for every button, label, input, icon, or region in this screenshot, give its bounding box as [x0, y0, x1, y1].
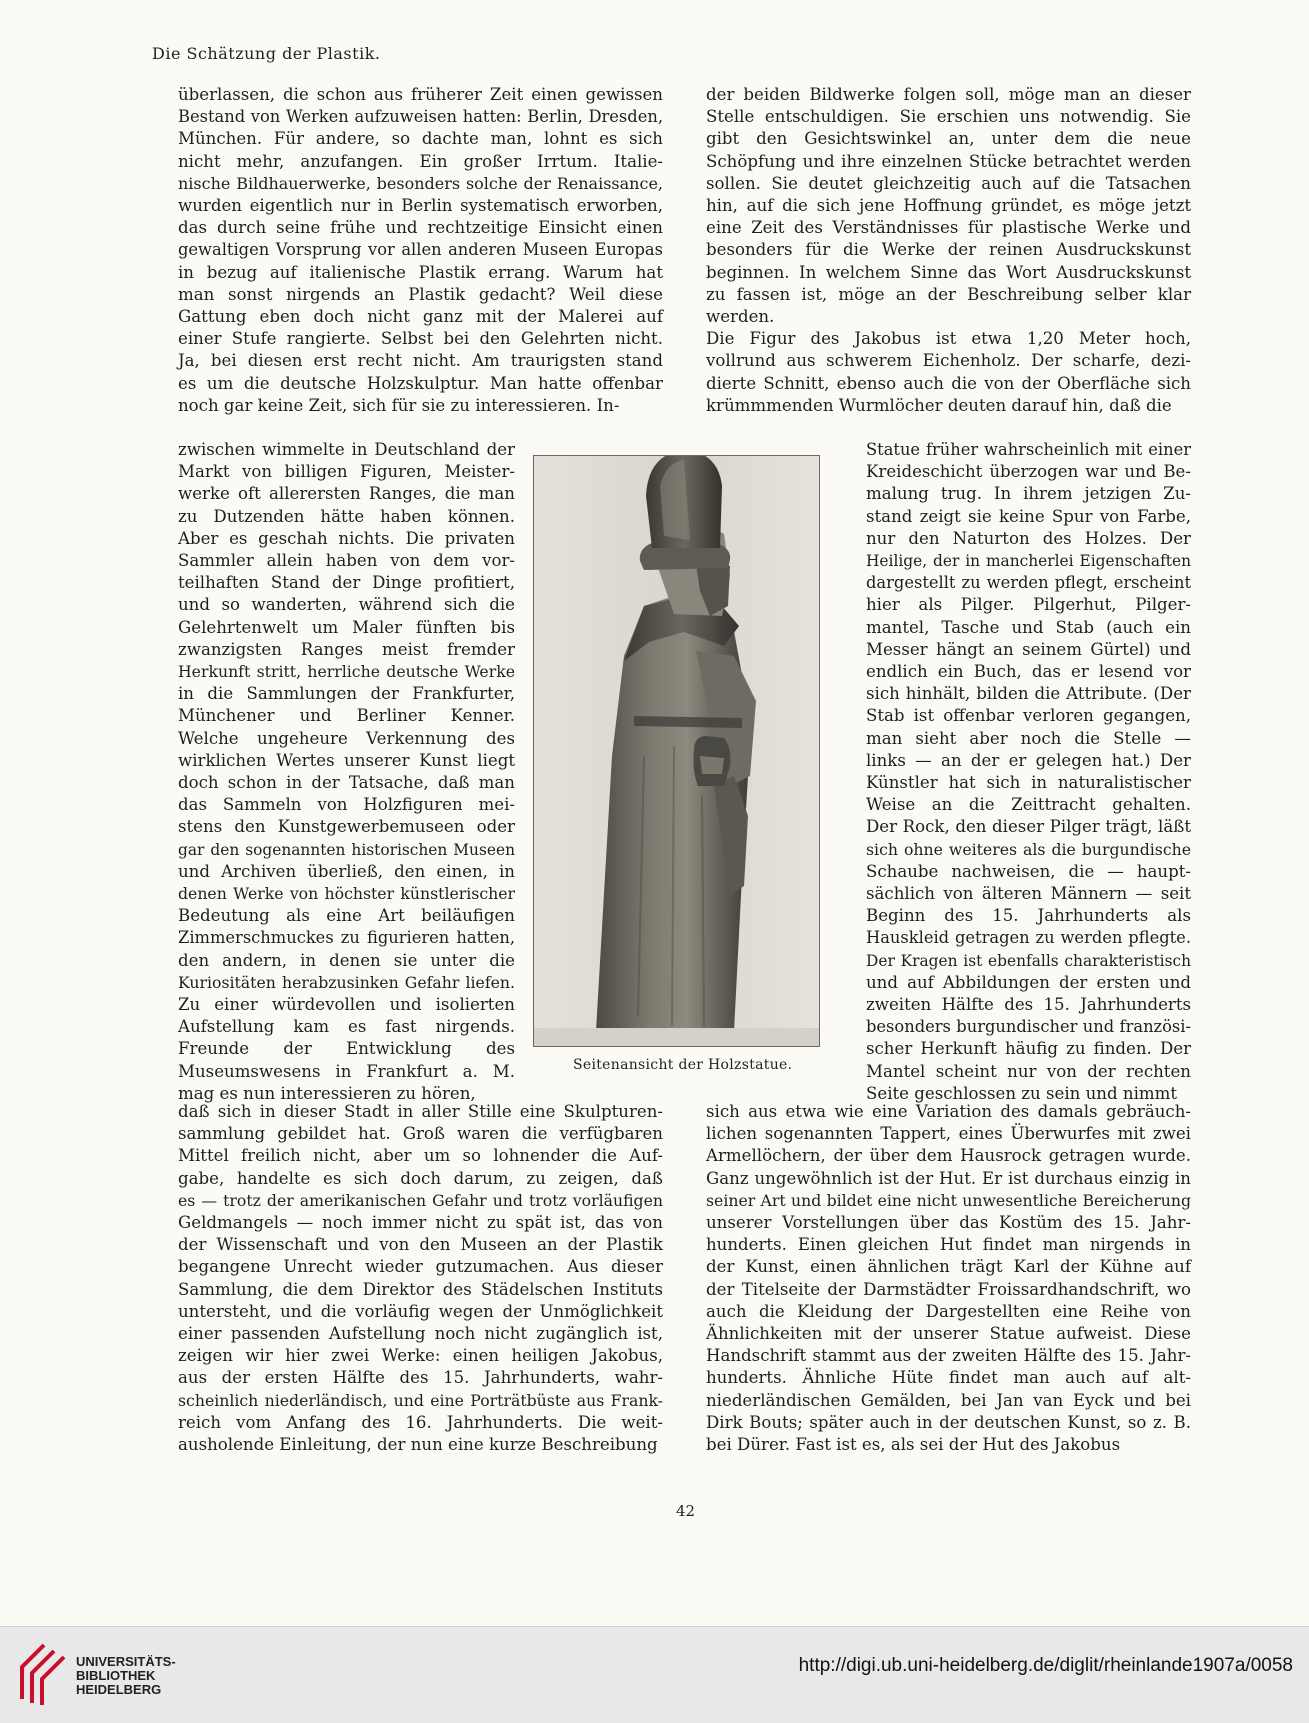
text-line: sollen. Sie deutet gleichzeitig auch auf die Tatsachen	[706, 173, 1191, 193]
text-line: Ganz ungewöhnlich ist der Hut. Er ist durchaus einzig in	[706, 1168, 1191, 1188]
text-line: lichen sogenannten Tappert, eines Überwurfes mit zwei	[706, 1124, 1191, 1144]
text-line: Künstler hat sich in naturalistischer	[866, 773, 1191, 793]
text-line: Mittel freilich nicht, aber um so lohnender die Auf-	[178, 1146, 663, 1166]
text-line: Handschrift stammt aus der zweiten Hälfte des 15. Jahr-	[706, 1346, 1191, 1366]
text-line: in bezug auf italienische Plastik errang. Warum hat	[178, 262, 663, 282]
text-line: Sammler allein haben von dem vor-	[178, 551, 515, 571]
text-line: Weise an die Zeittracht gehalten.	[866, 795, 1191, 815]
text-line: der Kunst, einen ähnlichen trägt Karl der Kühne auf	[706, 1257, 1191, 1277]
text-line: ausholende Einleitung, der nun eine kurze Beschreibung	[178, 1435, 658, 1455]
text-line: Sammlung, die dem Direktor des Städelschen Instituts	[178, 1279, 663, 1299]
text-line: gabe, handelte es sich doch darum, zu zeigen, daß	[178, 1168, 663, 1188]
text-line: noch gar keine Zeit, sich für sie zu interessieren. In-	[178, 395, 620, 415]
text-line: Ähnlichkeiten mit der unserer Statue aufweist. Diese	[706, 1324, 1191, 1344]
source-url-link[interactable]: http://digi.ub.uni-heidelberg.de/diglit/rheinlande1907a/0058	[798, 1655, 1293, 1676]
belt	[634, 716, 742, 728]
left-column-middle-text	[178, 439, 515, 1105]
text-line: Die Figur des Jakobus ist etwa 1,20 Meter hoch,	[706, 329, 1191, 349]
text-line: wurden eigentlich nur in Berlin systematisch erworben,	[178, 196, 663, 216]
text-line: Schaube nachweisen, die — haupt-	[866, 861, 1191, 881]
text-line: und Archiven überließ, den einen, in	[178, 861, 515, 881]
text-line: Der Kragen ist ebenfalls charakteristisch	[866, 951, 1191, 970]
text-line: hunderts. Ähnliche Hüte findet man auch auf alt-	[706, 1368, 1191, 1388]
text-line: München. Für andere, so dachte man, lohnt es sich	[178, 129, 663, 149]
library-name-line: UNIVERSITÄTS-	[76, 1654, 176, 1669]
text-line: es um die deutsche Holzskulptur. Man hatte offenbar	[178, 373, 663, 393]
right-column-top-text	[706, 84, 1191, 417]
statue-photograph	[533, 455, 820, 1047]
figure-caption: Seitenansicht der Holzstatue.	[573, 1057, 793, 1073]
text-line: Schöpfung und ihre einzelnen Stücke betrachtet werden	[706, 151, 1191, 171]
text-line: denen Werke von höchster künstlerischer	[178, 884, 515, 904]
text-line: Kreideschicht überzogen war und Be-	[866, 462, 1191, 482]
right-column-middle-text	[866, 439, 1191, 1105]
text-line: gibt den Gesichtswinkel an, unter dem die neue	[706, 129, 1191, 149]
text-line: Heilige, der in mancherlei Eigenschaften	[866, 552, 1191, 571]
page-number: 42	[676, 1502, 696, 1520]
text-line: Zu einer würdevollen und isolierten	[178, 995, 515, 1015]
text-line: der Wissenschaft und von den Museen an der Plastik	[178, 1235, 663, 1255]
text-line: Aufstellung kam es fast nirgends.	[178, 1017, 515, 1037]
text-line: Gelehrtenwelt um Maler fünften bis	[178, 617, 515, 637]
text-line: Statue früher wahrscheinlich mit einer	[866, 440, 1191, 459]
text-line: nicht mehr, anzufangen. Ein großer Irrtum. Italie-	[178, 151, 663, 171]
text-line: Messer hängt an seinem Gürtel) und	[866, 639, 1191, 659]
text-line: nur den Naturton des Holzes. Der	[866, 528, 1191, 548]
text-line: stand zeigt sie keine Spur von Farbe,	[866, 506, 1191, 526]
text-line: Kuriositäten herabzusinken Gefahr liefen.	[178, 972, 515, 992]
text-line: gewaltigen Vorsprung vor allen anderen Museen Europas	[178, 240, 663, 260]
text-line: besonders für die Werke der reinen Ausdruckskunst	[706, 240, 1191, 260]
text-line: begangene Unrecht wieder gutzumachen. Aus dieser	[178, 1257, 663, 1277]
text-line: unserer Vorstellungen über das Kostüm des 15. Jahr-	[706, 1213, 1191, 1233]
running-title: Die Schätzung der Plastik.	[152, 44, 381, 63]
text-line: dargestellt zu werden pflegt, erscheint	[866, 573, 1191, 593]
text-line: das Sammeln von Holzfiguren mei-	[178, 795, 515, 815]
text-line: Stelle entschuldigen. Sie erschien uns notwendig. Sie	[706, 107, 1191, 127]
text-line: wirklichen Wertes unserer Kunst liegt	[178, 750, 515, 770]
text-line: sich ohne weiteres als die burgundische	[866, 839, 1191, 859]
text-line: endlich ein Buch, das er lesend vor	[866, 662, 1191, 682]
text-line: und auf Abbildungen der ersten und	[866, 972, 1191, 992]
text-line: gar den sogenannten historischen Museen	[178, 840, 515, 859]
text-line: werden.	[706, 307, 775, 327]
text-line: dierte Schnitt, ebenso auch die von der Oberfläche sich	[706, 373, 1191, 393]
text-line: überlassen, die schon aus früherer Zeit einen gewissen	[178, 85, 663, 104]
text-line: nische Bildhauerwerke, besonders solche der Renaissance,	[178, 173, 663, 193]
text-line: niederländischen Gemälden, bei Jan van Eyck und bei	[706, 1390, 1191, 1410]
text-line: eine Zeit des Verständnisses für plastische Werke und	[706, 218, 1191, 238]
library-name-line: BIBLIOTHEK	[76, 1668, 156, 1683]
text-line: man sonst nirgends an Plastik gedacht? Weil diese	[178, 284, 663, 304]
text-line: Markt von billigen Figuren, Meister-	[178, 462, 515, 482]
university-library-logo-icon	[14, 1641, 70, 1707]
text-line: scheinlich niederländisch, und eine Porträtbüste aus Frank-	[178, 1390, 663, 1410]
text-line: zu fassen ist, möge an der Beschreibung selber klar	[706, 284, 1191, 304]
text-line: daß sich in dieser Stadt in aller Stille eine Skulpturen-	[178, 1102, 663, 1121]
text-line: vollrund aus schwerem Eichenholz. Der scharfe, dezi-	[706, 351, 1191, 371]
text-line: in die Sammlungen der Frankfurter,	[178, 684, 515, 704]
text-line: Mantel scheint nur von der rechten	[866, 1061, 1191, 1081]
text-line: hier als Pilger. Pilgerhut, Pilger-	[866, 595, 1191, 615]
text-line: Geldmangels — noch immer nicht zu spät ist, das von	[178, 1213, 663, 1233]
text-line: der Titelseite der Darmstädter Froissardhandschrift, wo	[706, 1279, 1191, 1299]
text-line: stens den Kunstgewerbemuseen oder	[178, 817, 515, 837]
text-line: Zimmerschmuckes zu figurieren hatten,	[178, 928, 515, 948]
text-line: auch die Kleidung der Dargestellten eine Reihe von	[706, 1301, 1191, 1321]
text-line: reich vom Anfang des 16. Jahrhunderts. Die weit-	[178, 1412, 663, 1432]
text-line: bei Dürer. Fast ist es, als sei der Hut des Jakobus	[706, 1435, 1121, 1455]
text-line: den andern, in denen sie unter die	[178, 950, 515, 970]
text-line: hunderts. Einen gleichen Hut findet man nirgends in	[706, 1235, 1191, 1255]
text-line: es — trotz der amerikanischen Gefahr und trotz vorläufigen	[178, 1190, 663, 1210]
text-line: der beiden Bildwerke folgen soll, möge man an dieser	[706, 85, 1191, 104]
text-line: Museumswesens in Frankfurt a. M.	[178, 1061, 515, 1081]
footer-bar	[0, 1626, 1309, 1723]
text-line: Ja, bei diesen erst recht nicht. Am traurigsten stand	[178, 351, 663, 371]
wooden-statue-illustration	[534, 456, 819, 1046]
text-line: Stab ist offenbar verloren gegangen,	[866, 706, 1191, 726]
text-line: zu Dutzenden hätte haben können.	[178, 506, 515, 526]
text-line: Aber es geschah nichts. Die privaten	[178, 528, 515, 548]
text-line: werke oft allerersten Ranges, die man	[178, 484, 515, 504]
text-line: hin, auf die sich jene Hoffnung gründet, es möge jetzt	[706, 196, 1191, 216]
library-name-line: HEIDELBERG	[76, 1682, 162, 1697]
text-line: mag es nun interessieren zu hören,	[178, 1083, 476, 1103]
text-line: Gattung eben doch nicht ganz mit der Malerei auf	[178, 307, 663, 327]
text-line: Seite geschlossen zu sein und nimmt	[866, 1083, 1178, 1103]
text-line: sich aus etwa wie eine Variation des damals gebräuch-	[706, 1102, 1191, 1121]
text-line: aus der ersten Hälfte des 15. Jahrhunderts, wahr-	[178, 1368, 663, 1388]
text-line: zeigen wir hier zwei Werke: einen heiligen Jakobus,	[178, 1346, 663, 1366]
text-line: scher Herkunft häufig zu finden. Der	[866, 1039, 1191, 1059]
text-line: Münchener und Berliner Kenner.	[178, 706, 515, 726]
text-line: Der Rock, den dieser Pilger trägt, läßt	[866, 817, 1191, 837]
text-line: seiner Art und bildet eine nicht unwesentliche Bereicherung	[706, 1190, 1191, 1210]
text-line: sich hinhält, bilden die Attribute. (Der	[866, 684, 1191, 704]
text-line: Herkunft stritt, herrliche deutsche Werke	[178, 662, 515, 682]
text-line: beginnen. In welchem Sinne das Wort Ausdruckskunst	[706, 262, 1191, 282]
text-line: das durch seine frühe und rechtzeitige Einsicht einen	[178, 218, 663, 238]
text-line: sächlich von älteren Männern — seit	[866, 884, 1191, 904]
text-line: links — an der er gelegen hat.) Der	[866, 750, 1191, 770]
text-line: Dirk Bouts; später auch in der deutschen Kunst, so z. B.	[706, 1412, 1191, 1432]
text-line: Welche ungeheure Verkennung des	[178, 728, 515, 748]
text-line: malung trug. In ihrem jetzigen Zu-	[866, 484, 1191, 504]
text-line: Freunde der Entwicklung des	[178, 1039, 515, 1059]
right-column-bottom-text	[706, 1101, 1191, 1456]
text-line: Bestand von Werken aufzuweisen hatten: Berlin, Dresden,	[178, 107, 663, 127]
text-line: besonders burgundischer und französi-	[866, 1017, 1191, 1037]
text-line: man sieht aber noch die Stelle —	[866, 728, 1191, 748]
text-line: und so wanderten, während sich die	[178, 595, 515, 615]
text-line: Armellöchern, der über dem Hausrock getragen wurde.	[706, 1146, 1191, 1166]
text-line: Bedeutung als eine Art beiläufigen	[178, 906, 515, 926]
text-line: Beginn des 15. Jahrhunderts als	[866, 906, 1191, 926]
library-name	[76, 1655, 176, 1697]
left-column-bottom-text	[178, 1101, 663, 1456]
text-line: doch schon in der Tatsache, daß man	[178, 773, 515, 793]
left-column-top-text	[178, 84, 663, 417]
text-line: teilhaften Stand der Dinge profitiert,	[178, 573, 515, 593]
text-line: zweiten Hälfte des 15. Jahrhunderts	[866, 995, 1191, 1015]
text-line: Hauskleid getragen zu werden pflegte.	[866, 928, 1191, 948]
text-line: einer Stufe rangierte. Selbst bei den Gelehrten nicht.	[178, 329, 663, 349]
text-line: sammlung gebildet hat. Groß waren die verfügbaren	[178, 1124, 663, 1144]
text-line: einer passenden Aufstellung noch nicht zugänglich ist,	[178, 1324, 663, 1344]
text-line: untersteht, und die vorläufig wegen der Unmöglichkeit	[178, 1301, 663, 1321]
text-line: zwischen wimmelte in Deutschland der	[178, 440, 515, 459]
text-line: mantel, Tasche und Stab (auch ein	[866, 617, 1191, 637]
text-line: krümmmenden Wurmlöcher deuten darauf hin, daß die	[706, 395, 1172, 415]
text-line: zwanzigsten Ranges meist fremder	[178, 639, 515, 659]
